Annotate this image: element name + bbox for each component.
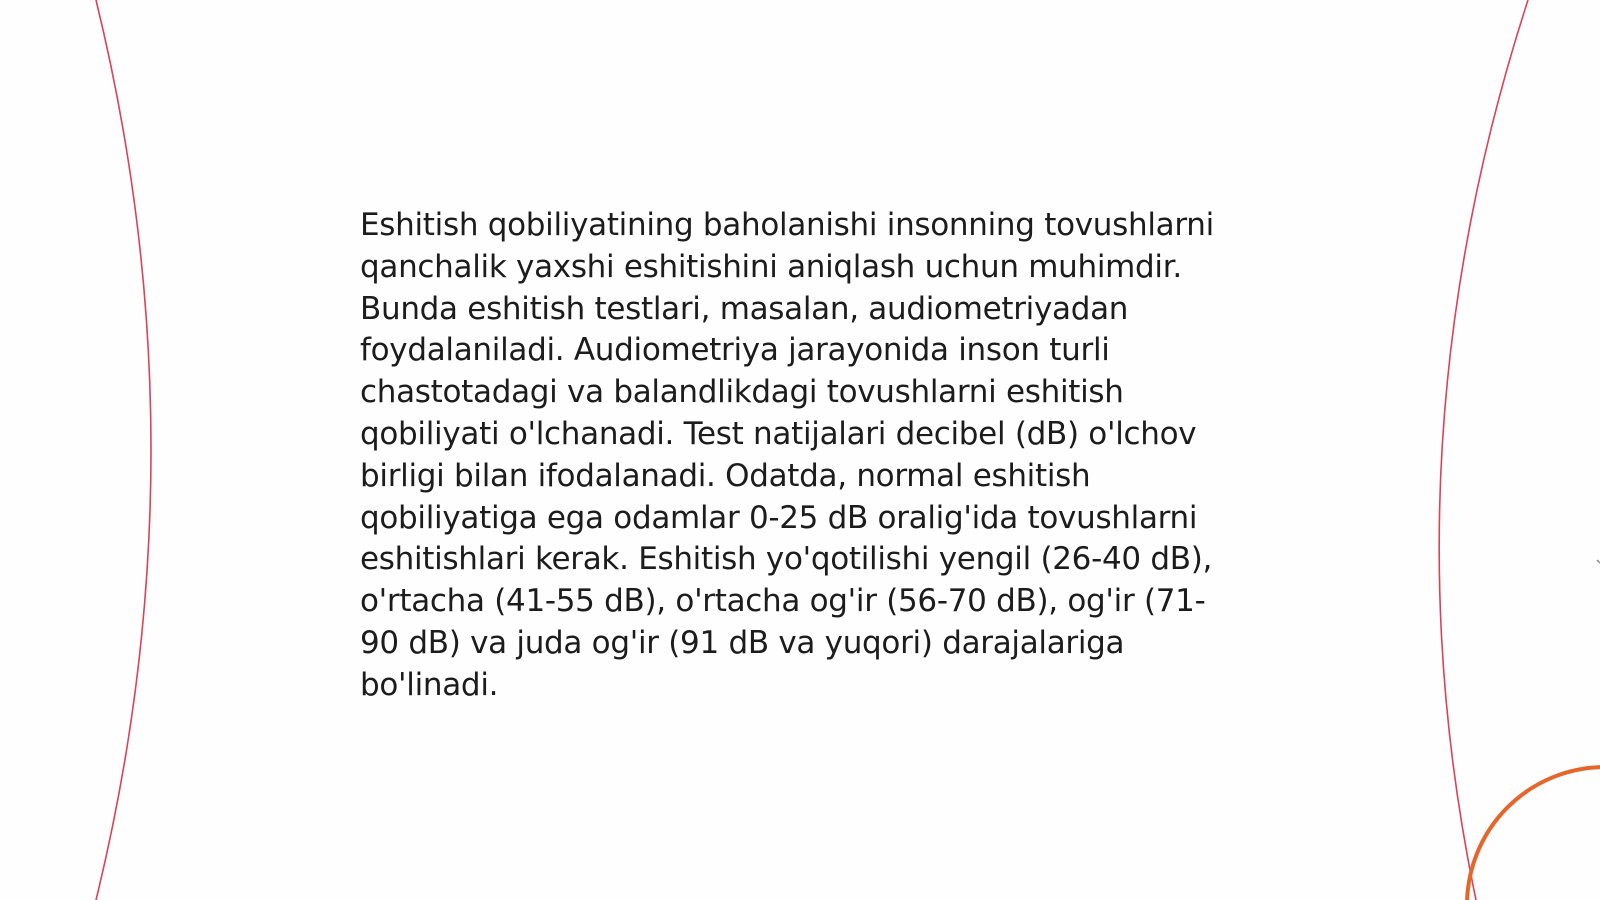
body-paragraph: Eshitish qobiliyatining baholanishi insonning tovushlarni qanchalik yaxshi eshitishini aniqlash uchun muhimdir. Bunda eshitish testlari, masalan, audiometriyadan foydalaniladi. Audiometriya jarayonida inson turli chastotadagi va balandlikdagi tovushlarni eshitish qobiliyati o'lchanadi. Test natijalari decibel (dB) o'lchov birligi bilan ifodalanadi. Odatda, normal eshitish qobiliyatiga ega odamlar 0-25 dB oralig'ida tovushlarni eshitishlari kerak. Eshitish yo'qotilishi yengil (26-40 dB), o'rtacha (41-55 dB), o'rtacha og'ir (56-70 dB), og'ir (71-90 dB) va juda og'ir (91 dB va yuqori) darajalariga bo'linadi. — [360, 207, 1214, 703]
accent-arc — [1467, 767, 1600, 900]
left-curve-line — [96, 0, 151, 900]
right-curve-line — [1439, 0, 1528, 900]
